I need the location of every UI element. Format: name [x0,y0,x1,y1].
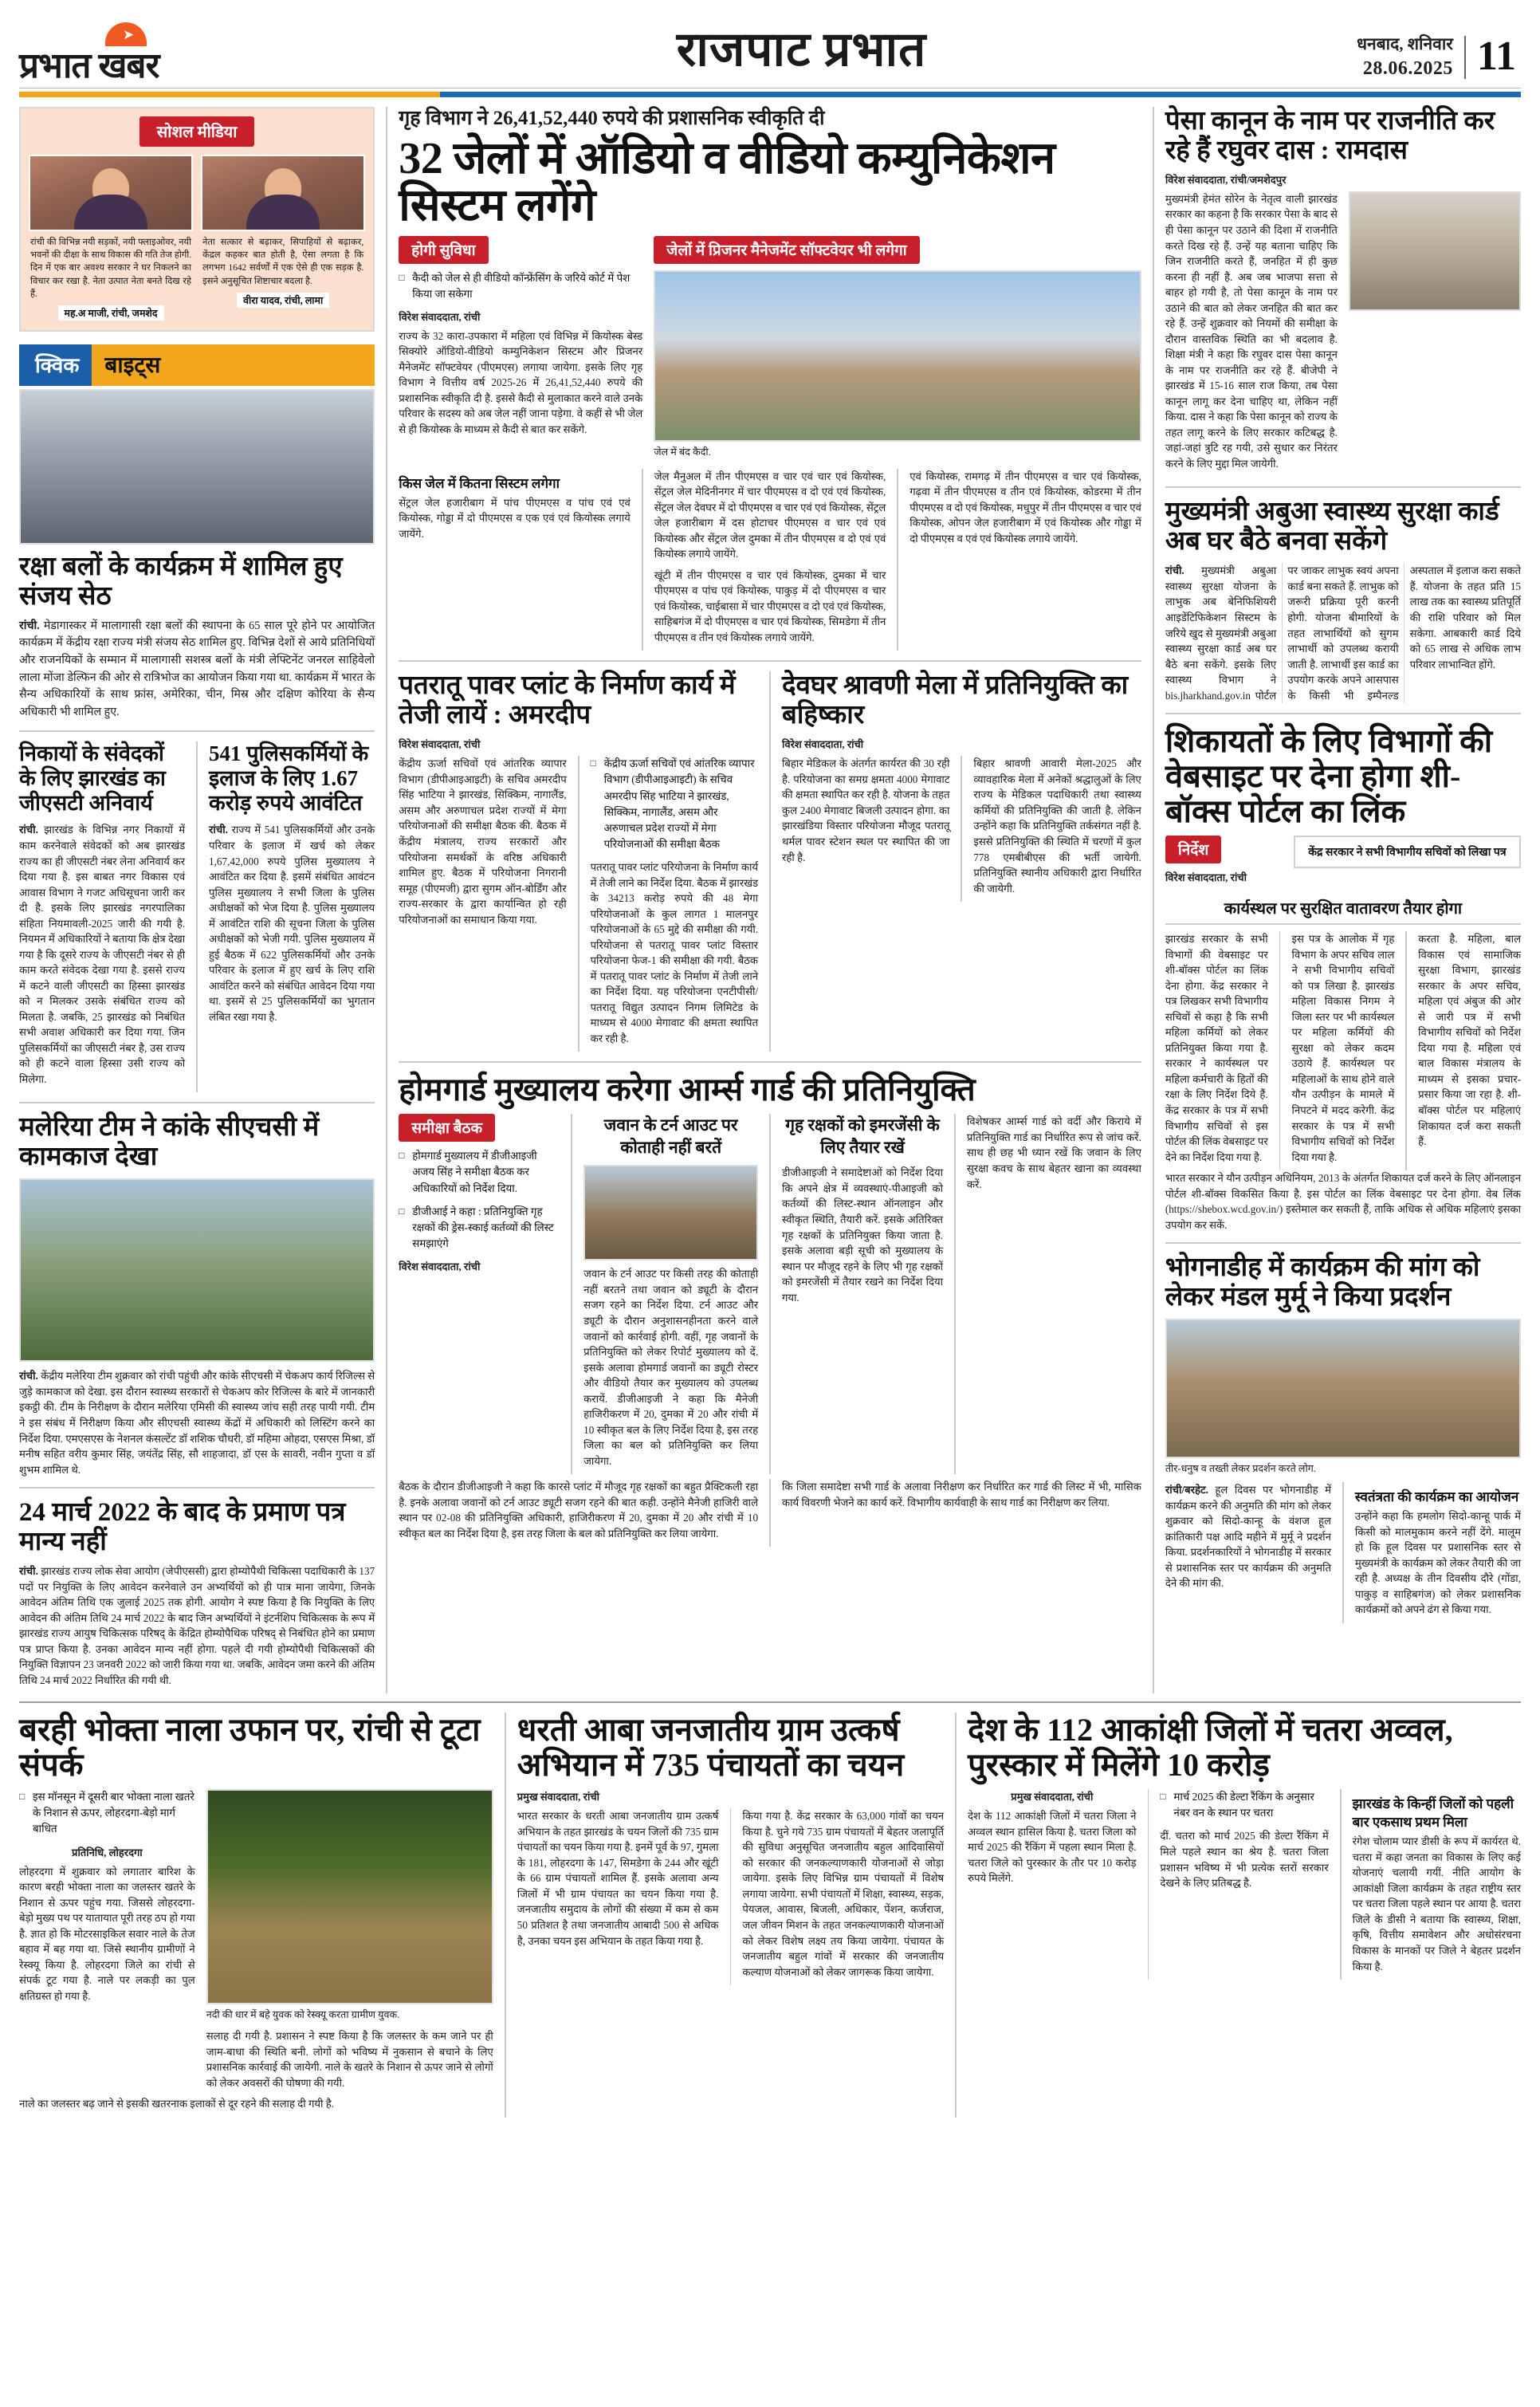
story-murmu-headline: भोगनाडीह में कार्यक्रम की मांग को लेकर मंडल मुर्मू ने किया प्रदर्शन [1165,1253,1480,1312]
divider [386,107,387,1693]
homeguard-bullets [399,1148,560,1252]
center-main-headline: 32 जेलों में ऑडियो व वीडियो कम्युनिकेशन सिस्टम लगेंगे [399,134,1055,230]
dateline: रांची. [1165,564,1184,577]
dateline: रांची. [19,619,40,632]
story-deoghar-headline: देवघर श्रावणी मेला में प्रतिनियुक्ति का बहिष्कार [781,671,1129,730]
patratu-col-2: पतरातू पावर प्लांट परियोजना के निर्माण कार्य में तेजी लाने का निर्देश दिया. बैठक में झारखंड के 34213 करोड़ रुपये की 48 मेगा परियोजनाओं के कुल लागत 1 मालनपुर परियोजनाओं के 65 मुद्दे की समीक्षा की गयी. परियोजना से पतरातू पावर प्लांट विस्तार परियोजना फेज-1 की समीक्षा की गयी. बैठक में पतरातू पावर प्लांट के निर्माण में तेजी लाने का निर्देश दिया. यह परियोजना एनटीपीसी/पतरातू विद्युत उत्पादन निगम लिमिटेड के माध्यम से 4000 मेगावाट की क्षमता स्थापित कर रही है. [590,861,759,1044]
list-item: □ होमगार्ड मुख्यालय में डीजीआइजी अजय सिंह ने समीक्षा बैठक कर अधिकारियों को निर्देश दिया. [399,1148,560,1196]
byline: विरेश संवाददाता, रांची [1165,871,1247,884]
dateline: रांची. [19,824,38,836]
social-media-item [29,155,193,321]
homeguard-box1-title: जवान के टर्न आउट पर कोताही नहीं बरतें [603,1115,738,1158]
story-police [209,741,375,1092]
story-shebox-headline: शिकायतों के लिए विभागों की वेबसाइट पर देना होगा शी-बॉक्स पोर्टल का लिंक [1165,723,1493,830]
bottom-right-bullets [1160,1789,1328,1821]
accent-rule-blue [440,92,1521,97]
story-contractors-headline: निकायों के संवेदकों के लिए झारखंड का जीएसटी अनिवार्य [19,741,166,816]
health-card-body: मुख्यमंत्री अबुआ स्वास्थ्य सुरक्षा योजना के लाभुक अब बेनिफिशियरी आइडेंटिफिकेशन सिस्टम के जरिये खुद से मुख्यमंत्री अबुआ स्वास्थ्य सुरक्षा कार्ड अब घर बैठे बना सकेंगे. इसके लिए स्वास्थ्य विभाग ने bis.jharkhand.gov.in पोर्टल पर जाकर लाभुक स्वयं अपना कार्ड बना सकते हैं. लाभुक को जरूरी प्रक्रिया पूरी करनी होगी. योजना बीमारियों के तहत लाभार्थियों को सुगम लाभार्थी को उपलब्ध करायी जाती है. लाभार्थी इस कार्ड का उपयोग करके अपने आसपास के किसी भी इम्पैनल्ड अस्पताल में इलाज करा सकते हैं. योजना के तहत प्रति 15 लाख तक का स्वास्थ्य प्रतिपूर्ति की राशि परिवार को मिल सकेगा. आबकारी कार्ड दिये को 65 लाख से अधिक लाभ परिवार लाभान्वित होंगे. [1165,564,1522,702]
shebox-subhead-box: कार्यस्थल पर सुरक्षित वातावरण तैयार होगा [1165,897,1521,925]
social-media-author: मह.अ माजी, रांची, जमशेद [58,305,164,321]
shebox-note [1294,836,1521,868]
divider [19,730,375,732]
story-contractors-body: झारखंड के विभिन्न नगर निकायों में काम करनेवाले संवेदकों को अब झारखंड राज्य का ही जीएसटी नंबर लेना अनिवार्य कर दिया गया है. इस बाबत नगर विकास एवं आवास विभाग ने गजट अधिसूचना जारी कर दी है. इसके लिए झारखंड नगरपालिका संहिता नियमावली-2025 जारी की गयी है. नियमन में अधिकारियों ने बताया कि क्षेत्र देखा गया है कि दूसरे राज्य के जीएसटी नंबर से ही काम करते संवेदक देखा गया है. इससे राज्य में कटने वाली जीएसटी का हिस्सा झारखंड को न मिलकर उसके संबंधित राज्य को मिलता है. जबकि, 25 झारखंड को निबंधित सभी अवाश अधिकारी कर दिया गया. जिन पुलिसकर्मियों का जीएसटी नंबर है, उस राज्य को ही कटने वाला हिस्सा उसी राज्य को मिलेगा. [19,824,186,1085]
story-march-body: झारखंड राज्य लोक सेवा आयोग (जेपीएससी) द्वारा होम्योपैथी चिकित्सा पदाधिकारी के 137 पदों पर नियुक्ति के लिए आवेदन करनेवाले उन अभ्यर्थियों को ही पात्र माना जायेगा, जिनके आवेदन अंतिम तिथि एक जुलाई 2025 तक होगी. आयोग ने स्पष्ट किया है कि नियुक्ति के लिए आवेदन की अंतिम तिथि 24 मार्च 2022 के बाद जिन अभ्यर्थियों ने इंटर्नशिप चिकित्सक के रूप में झारखंड राज्य आयुष चिकित्सक परिषद् के केंद्रित होम्योपैथिक परिषद् से निबंधित होने का प्रमाण पत्र प्राप्त किया है. उनका आवेदन मान्य नहीं होगा. पहले दी गयी होम्योपैथी चिकित्सकों की नियुक्ति विज्ञापन 23 जनवरी 2022 को जारी किया गया था. जबकि, आवेदन जमा करने की अंतिम तिथि 24 मार्च 2022 निर्धारित की गयी थी. [19,1565,375,1686]
dateline: रांची. [209,824,228,836]
edition-place-day: धनबाद, शनिवार [1357,34,1453,54]
center-subtext: सेंट्रल जेल हजारीबाग में पांच पीएमएस व पांच एवं एवं कियोस्क, गोड्डा में दो पीएमएस व एक एवं एवं कियोस्क लगाये जायेंगे. [399,496,631,540]
center-mid-row [399,671,1141,1052]
river-photo-icon [206,1789,493,2004]
bottom-right-subhead: झारखंड के किन्हीं जिलों को पहली बार एकसाथ प्रथम मिला [1352,1796,1514,1831]
bottom-left-footer: नाले का जलस्तर बढ़ जाने से इसकी खतरनाक इलाकों से दूर रहने की सलाह दी गयी है. [19,2098,335,2110]
edition-date: 28.06.2025 [1362,57,1453,79]
center-col-1: राज्य के 32 कारा-उपकारा में महिला एवं विभिन्न में कियोस्क बेस्ड सिक्योरे ऑडियो-वीडियो कम्युनिकेशन सिस्टम और प्रिजनर मैनेजमेंट सॉफ्टवेयर (पीएमएस) लगाया जायेगा. इसके लिए गृह विभाग ने वित्तीय वर्ष 2025-26 में 26,41,52,440 रुपये की प्रशासनिक स्वीकृति दी है. इससे कैदी से मुलाकात करने वाले उनके परिवार के सदस्य को अब जेल नहीं जाना पड़ेगा. वे कहीं से भी जेल से ही कियोस्क के माध्यम से कैदी से बात कर सकेंगे. [399,329,643,435]
center-subhead: किस जेल में कितना सिस्टम लगेगा [399,475,560,491]
list-item: □ मार्च 2025 की डेल्टा रैंकिंग के अनुसार नंबर वन के स्थान पर चतरा [1160,1789,1328,1821]
story-malaria-headline: मलेरिया टीम ने कांके सीएचसी में कामकाज देखा [19,1113,320,1172]
center-bullets [399,270,642,302]
divider [399,660,1141,662]
homeguard-box2-text: डीजीआइजी ने समादेष्टाओं को निर्देश दिया कि अपने क्षेत्र में व्यवस्थाएं-पीआइजी को कर्तव्यों की लिस्ट-स्थान ऑनलाइन और स्वीकृत स्थिति, तैयारी करें. इसके अतिरिक्त गृह रक्षकों के प्रतिनियुक्त किया जाता है. इसके अलावा बड़ी सूची को मुख्यालय के स्थान पर मौजूद रहने के लिए भी गृह रक्षकों को इमरजेंसी में तैयार रखने का निर्देश दिया गया. [781,1166,944,1304]
left-column [19,107,375,1693]
byline: विरेश संवाददाता, रांची [399,1261,481,1273]
social-media-quote: रांची की विभिन्न नयी सड़कों, नयी फ्लाइओवर, नयी भवनों की दीक्षा के साथ विकास की गति तेज होगी. दिन में एक बार अवश्य सरकार ने घर निकलने का विचार कर रखा है. नेता उत्पात नेता बनते दिख रहे हैं. [30,238,192,299]
divider [19,1102,375,1103]
story-ramdas [1165,107,1521,477]
patratu-bullets [591,756,759,852]
center-col-2: जेल मैनुअल में तीन पीएमएस व चार एवं चार एवं कियोस्क, सेंट्रल जेल मेदिनीनगर में चार पीएमएस व दो एवं एवं कियोस्क, सेंट्रल जेल देवघर में दो पीएमएस व चार एवं एवं कियोस्क, सेंट्रल जेल हजारीबाग में दस होटाचर पीएमएस व चार एवं एवं कियोस्क और सेंट्रल जेल दुमका में तीन पीएमएस व दो एवं एवं कियोस्क लगाये जायेंगे. [654,470,886,560]
divider [19,1487,375,1489]
social-media-item [201,155,365,321]
story-patratu-headline: पतरातू पावर प्लांट के निर्माण कार्य में तेजी लायें : अमरदीप [399,671,736,730]
brand-logo [19,27,246,85]
story-police-body: राज्य में 541 पुलिसकर्मियों और उनके परिवार के इलाज में खर्च को लेकर 1,67,42,000 रुपये पुलिस मुख्यालय ने आवंटित कर दिया है. इसमें संबंधित आवंटन पुलिस मुख्यालय ने सभी जिला के पुलिस अधीक्षकों को भेज दिया है. पुलिस मुख्यालय में आवंटित राशि की सूचना जिला के पुलिस अधीक्षकों को भेजी गयी. पुलिस मुख्यालय में हुई बैठक में 622 पुलिसकर्मियों और उनके परिवार के इलाज में हुए खर्च के लिए राशि आवंटित करने को संबंधित आवेदन दिया गया था. इसमें से 25 पुलिसकर्मियों का भुगतान लंबित रखा गया है. [209,824,375,1023]
right-column [1165,107,1521,1693]
social-media-author: वीरा यादव, रांची, लामा [237,293,329,308]
ramdas-body: मुख्यमंत्री हेमंत सोरेन के नेतृत्व वाली झारखंड सरकार का कहना है कि सरकार पेसा के बाद से ही पेसा कानून पर उठाने की दिशा में राजनीति करते दिख रहे हैं. उन्हें यह बताना चाहिए कि जिन राजनीति करते हैं, जनहित में ही कुछ करना ही नहीं है. अब जब भाजपा सत्ता से बाहर हो गयी है, तो पेसा कानून के नाम पर उठाने की बात को लेकर जनहित की बात कर रहे हैं. उन्हें शुक्रवार को नियमों की समीक्षा के दौरान वास्तविक स्थिति का भी बदलाव है. शिक्षा मंत्री ने कहा कि रघुवर दास पेसा कानून के नाम पर राजनीति कर रहे हैं. बीजेपी ने झारखंड में 15-16 साल राज किया, तब पेसा कानून लागू कर देना चाहिए था, लेकिन नहीं किया. दास ने कहा कि पेसा कानून को राज्य के तहत लागू करने के लिए सरकार कटिबद्ध है. जहां-जहां त्रुटि रह गयी, उसे सुधार कर निरंतर करने के लिए मुद्दा मिल जायेगी. [1165,192,1338,470]
main-grid [13,97,1527,1693]
shebox-extra: भारत सरकार ने यौन उत्पीड़न अधिनियम, 2013 के अंतर्गत शिकायत दर्ज करने के लिए ऑनलाइन पोर्टल शी-बॉक्स विकसित किया है. इस पोर्टल का लिंक वेबसाइट पर देना होगा. वेब लिंक (https://shebox.wcd.gov.in/) इस्तेमाल कर सकती हैं, ताकि अधिक से अधिक महिलाएं इसका उपयोग कर सकें. [1165,1172,1522,1231]
crowd-photo-icon [1165,1319,1521,1458]
murmu-photo-caption: तीर-धनुष व तख्ती लेकर प्रदर्शन करते लोग. [1165,1463,1316,1475]
murmu-subhead: स्वतंत्रता की कार्यक्रम का आयोजन [1354,1489,1519,1505]
bottom-center [517,1713,944,2118]
story-contractors [19,741,185,1092]
list-item: □ डीजीआई ने कहा : प्रतिनियुक्ति गृह रक्षकों की ड्रेस-स्काई कर्तव्यों की लिस्ट समझाएंगे [399,1204,560,1252]
deoghar-col-1: बिहार मेडिकल के अंतर्गत कार्यरत की 30 रही है. परियोजना का समग्र क्षमता 4000 मेगावाट की क्षमता स्थापित कर रही है. योजना के तहत कुल 2400 मेगावाट बिजली उत्पादन होगा. का झारखंडिया विस्तार परियोजना मौजूद पतरातू थर्मल पावर स्टेशन स्थल पर स्थापित की जा रही है. [781,757,950,863]
story-homeguard-headline: होमगार्ड मुख्यालय करेगा आर्म्स गार्ड की प्रतिनियुक्ति [399,1072,976,1108]
list-item: □ केंद्रीय ऊर्जा सचिवों एवं आंतरिक व्यापार विभाग (डीपीआइआइटी) के सचिव अमरदीप सिंह भाटिया ने झारखंड, सिक्किम, नागालैंड, असम और अरुणाचल प्रदेश राज्यों में मेगा परियोजनाओं की समीक्षा बैठक [591,756,759,852]
bottom-left-bullets [19,1789,195,1837]
page-number: 11 [1476,33,1516,80]
dateline: रांची. [19,1565,38,1578]
center-kicker: गृह विभाग ने 26,41,52,440 रुपये की प्रशासनिक स्वीकृति दी [399,108,825,129]
byline: विरेश संवाददाता, रांची [781,738,864,751]
story-shebox [1165,724,1521,1233]
byline: प्रमुख संवाददाता, रांची [517,1791,599,1803]
murmu-subtext: उन्होंने कहा कि हमलोग सिदो-कान्हू पार्क में किसी को मालमुकाम करने नहीं देंगे. मालूम हो कि हूल दिवस पर प्रशासनिक स्तर से मुख्यमंत्री के कार्यक्रम को लेकर तैयारी की जा रही है. अध्यक्ष के तीन दिवसीय दौरे (गोंडा, पाकुड़ व साहिबगंज) को लेकर प्रशासनिक कार्यक्रमों को अपने ढंग से किया गया. [1354,1510,1522,1616]
quick-bytes-section [19,344,375,721]
shebox-col-2: इस पत्र के आलोक में गृह विभाग के अपर सचिव लाल ने सभी विभागीय सचिवों को पत्र लिखा है. झारखंड महिला विकास निगम ने जिला स्तर पर भी कार्यस्थल पर महिला कर्मियों की सुरक्षा को लेकर कदम उठाये हैं. कार्यस्थल पर महिलाओं के साथ होने वाले यौन उत्पीड़न के मामले में निपटने में मदद करेगी. केंद्र सरकार के पत्र में सभी विभागीय सचिवों को निर्देश दिया गया है. [1291,933,1395,1163]
page-title: राजपाट प्रभात [676,23,927,76]
story-health-card [1165,498,1521,703]
dateline: रांची/बरहेट. [1165,1484,1208,1497]
tag-facility: होगी सुविधा [399,236,488,264]
patratu-col-1: केंद्रीय ऊर्जा सचिवों एवं आंतरिक व्यापार विभाग (डीपीआइआइटी) के सचिव अमरदीप सिंह भाटिया ने झारखंड, सिक्किम, नागालैंड, असम और अरुणाचल प्रदेश राज्यों में मेगा परियोजनाओं की समीक्षा बैठक की. बैठक में केंद्रीय मंत्रालय, राज्य सरकारों और परियोजना समर्थकों के वरिष्ठ अधिकारी शामिल हुए. बैठक में परियोजना निगरानी समूह (पीएमजी) द्वारा सुगम ऑन-बोर्डिंग और राज्य-सरकार के द्वारा कार्यान्वित हो रही परियोजनाओं का समाधान किया गया. [399,757,567,926]
center-jail-cols [399,469,1141,651]
divider [1153,107,1154,1693]
jail-photo-caption: जेल में बंद कैदी. [654,446,711,458]
homeguard-bottom-col-1: बैठक के दौरान डीजीआइजी ने कहा कि कारसे प्लांट में मौजूद गृह रक्षकों का बहुत प्रैक्टिकली रहा है. इनके अलावा जवानों को टर्न आउट ड्यूटी सजग रहने की बात कही. उन्होंने मैनेजी हाजिरी वाले स्थान पर 02-08 की प्रतिनियुक्ति अधिकारी, हाजिरीकरण में 20, दुमका में 20 और रांची में 10 स्वीकृत बल का निर्देश दिया है, इस तरह जिला के बल को प्रतिनियुक्ति कर लिया जायेगा. [399,1481,759,1540]
date-block [1357,33,1521,81]
quick-bytes-badge-a: क्विक [19,344,92,386]
bottom-left [19,1713,493,2118]
bottom-left-col-1: लोहरदगा में शुक्रवार को लगातार बारिश के कारण बरही भोक्ता नाला का जलस्तर खतरे के निशान से ऊपर पहुंच गया. जिससे लोहरदगा-बेड़ो मुख्य पथ पर यातायात पूरी तरह ठप हो गया है. ज्ञात हो कि मोटरसाइकिल सवार नाले के तेज बहाव में बह गया था. जिसे स्थानीय ग्रामीणों ने रेस्क्यू किया है. लोहरदगा जिले का रांची से संपर्क टूट गया है. नाले पर लकड़ी का पुल क्षतिग्रस्त हो गया है. [19,1865,195,2002]
social-media-tag: सोशल मीडिया [139,116,255,147]
story-march [19,1498,375,1688]
tag-directive: निर्देश [1165,836,1221,863]
jail-photo-icon [654,270,1141,442]
brand-logo-block[interactable] [19,27,246,85]
story-homeguard [399,1072,1141,1547]
meeting-photo-icon [19,389,375,545]
story-march-headline: 24 मार्च 2022 के बाद के प्रमाण पत्र मान्य नहीं [19,1498,346,1557]
bottom-center-col-2: किया गया है. केंद्र सरकार के 63,000 गांवों का चयन किया है. चुने गये 735 ग्राम पंचायतों में बेहतर जलापूर्ति की सुविधा अनुसूचित जनजातीय बहुल आदिवासियों को सरकार की जनकल्याणकारी योजनाओं से जोड़ा जायेगा. इसके लिए विभिन्न ग्राम पंचायतों में विशेष लगाया जायेगा. सभी पंचायतों में शिक्षा, स्वास्थ्य, सड़क, पेयजल, आवास, बिजली, अधिकार, पेंशन, कर्जराज, जल जीवन मिशन के तहत जनकल्याणकारी योजनाओं को लेकर विशेष लक्ष्य तय किया जायेगा. पंचायत के जनजातीय बहुल गांवों में सरकार की जनजातीय कल्याण योजनाओं को लेकर जागरूक किया जायेगा. [742,1810,945,1978]
homeguard-box1-text: जवान के टर्न आउट पर किसी तरह की कोताही नहीं बरतने तथा जवान को ड्यूटी के दौरान सजग रहने का निर्देश दिया. टर्न आउट और ड्यूटी के दौरान अनुशासनहीनता करने वाले जवानों को कार्रवाई होगी. वहीं, गृह जवानों के प्रतिनियुक्ति को लेकर रिपोर्ट मुख्यालय को दें. इसके अलावा होमगार्ड जवानों का ड्यूटी रोस्टर और वीडियो तैयार कर मुख्यालय को उपलब्ध करायें. डीजीआइजी ने कहा कि मैनेजी हाजिरीकरण में 20, दुमका में 20 और रांची में 10 स्वीकृत बल के लिए निर्देश दिया है, इस तरह जिला का बल को प्रतिनियुक्ति कर लिया जायेगा. [583,1268,759,1467]
shebox-col-3: करता है. महिला, बाल विकास एवं सामाजिक सुरक्षा विभाग, झारखंड सरकार के अपर सचिव, महिला एवं अंबुज की ओर से जारी पत्र में सभी विभागीय सचिवों को निर्देश दिया गया है. महिला एवं बाल विकास मंत्रालय के माध्यम से इसका प्रचार-प्रसार किया जा रहा है. शी-बॉक्स पोर्टल पर महिलाएं शिकायत दर्ज करा सकती हैं. [1418,933,1522,1148]
murmu-body: हूल दिवस पर भोगनाडीह में कार्यक्रम करने की अनुमति की मांग को लेकर शुक्रवार को सिदो-कान्हू के वंशज हूल क्रांतिकारी पक्ष आदि महीने में मुर्मू ने प्रदर्शन किया. प्रदर्शनकारियों ने भोगनाडीह में सरकार से प्रशासनिक स्तर पर कार्यक्रम की अनुमति देने की मांग की. [1165,1484,1331,1590]
bottom-center-col-1: भारत सरकार के धरती आबा जनजातीय ग्राम उत्कर्ष अभियान के तहत झारखंड के चयन जिलों की 735 ग्राम पंचायतों का चयन किया गया है. इनमें पूर्व के 97, गुमला के 181, लोहरदगा के 147, सिमडेगा के 244 और खूंटी के 66 ग्राम पंचायतों शामिल हैं. इसके अलावा अन्य जिलों में भी ग्राम पंचायत का चयन किया गया है. जनजातीय समुदाय के लोगों की संख्या में कम से कम 50 प्रतिशत है तथा जनजातीय आबादी 500 से अधिक है, उनका चयन इस अभियान के तहत किया गया है. [517,1810,719,1947]
river-photo-caption: नदी की धार में बहे युवक को रेस्क्यू करता ग्रामीण युवक. [206,2009,400,2021]
story-malaria-body: केंद्रीय मलेरिया टीम शुक्रवार को रांची पहुंची और कांके सीएचसी में चेकअप कार्य रिजिल्स से जुड़े कामकाज को देखा. इस दौरान स्वास्थ्य सरकारों से चेकअप कोर रिजिल्स के बारे में जानकारी इकट्ठी की. टीम के निरीक्षण के दौरान मलेरिया एमिसी की स्वास्थ्य जांच सही तरह पायी गयी. टीम ने इस संबंध में निरीक्षण किया और सीएचसी स्वास्थ्य केंद्रों में अधिकारी को लिस्टिंग करने का निर्देश दिया. एमएसएस के नेशनल कंसल्टेंट डॉ शशिक चौधरी, डॉ महिमा ओहदा, एसएस मिश्रा, डॉ मनीष सहित वरीय कुमार सिंह, जयंतेंद्र सिंह, सौ शाहजादा, डॉ एस के सावरी, नवीन गुप्ता व डॉ शुभम शामिल थे. [19,1370,375,1476]
divider [955,1713,957,2118]
divider [505,1713,506,2118]
tag-review-meeting: समीक्षा बैठक [399,1114,495,1142]
story-deoghar [782,671,1141,1052]
center-column [399,107,1141,1693]
homeguard-bottom-col-2: कि जिला समादेष्टा सभी गार्ड के अलावा निरीक्षण कर निर्धारित कर गार्ड की लिस्ट में भी, मासिक कार्य विवरणी भेजने का कार्य करें. विभागीय कार्यवाही के साथ गार्ड का निरीक्षण कर लिया. [781,1481,1141,1508]
portrait-photo-icon [201,155,365,231]
dateline: रांची. [19,1370,38,1382]
divider [1464,36,1466,79]
byline: प्रमुख संवाददाता, रांची [1011,1791,1094,1803]
tag-software: जेलों में प्रिजनर मैनेजमेंट सॉफ्टवेयर भी लगेगा [654,236,919,264]
story-police-headline: 541 पुलिसकर्मियों के इलाज के लिए 1.67 करोड़ रुपये आवंटित [209,741,369,816]
portrait-photo-icon [1349,191,1521,311]
bottom-right [968,1713,1521,2118]
bottom-left-col-2: सलाह दी गयी है. प्रशासन ने स्पष्ट किया है कि जलस्तर के कम जाने पर ही जाम-बाधा की स्थिति बनी. लोगों को भविष्य में नुकसान से बचाने के लिए प्रशासनिक कार्रवाई की जायेगी. नाले के खतरे के निशान से ऊपर जाने से लोगों को लेकर अवसरों की घोषणा की गयी. [206,2030,493,2089]
byline: विरेश संवाददाता, रांची [399,738,481,751]
quick-bytes-headline: रक्षा बलों के कार्यक्रम में शामिल हुए संजय सेठ [19,552,343,611]
accent-rule-orange [19,92,440,97]
masthead [13,0,1527,88]
divider [1165,713,1521,714]
social-media-box [19,107,375,332]
homeguard-bottom-col-3: विशेषकर आर्म्स गार्ड को वर्दी और किराये में प्रतिनियुक्ति गार्ड का निर्धारित रूप से जांच करें. साथ ही छह भी ध्यान रखें कि जवान के लिए सुरक्षा कवच के साथ बेहतर खाना का व्यवस्था करें. [966,1115,1141,1190]
quick-bytes-body: मेडागास्कर में मालागासी रक्षा बलों की स्थापना के 65 साल पूरे होने पर आयोजित कार्यक्रम में केंद्रीय रक्षा राज्य मंत्री संजय सेठ शामिल हुए. विभिन्न देशों से आये प्रतिनिधियों और राजनयिकों के सम्मान में मालागासी सशस्त्र बलों के मंत्री लेफ्टिनेंट जनरल साहिवेलो लाला मोंजा डेल्फिन की ओर से रात्रिभोज का आयोजन किया गया था. कार्यक्रम में भारत के सैन्य अधिकारियों के साथ फ्रांस, अमेरिका, चीन, मिस्र और दक्षिण कोरिया के सैन्य अधिकारी भी शामिल हुए. [19,619,375,718]
bottom-right-body: देश के 112 आकांक्षी जिलों में चतरा जिला ने अव्वल स्थान हासिल किया है. चतरा जिला को मार्च 2025 की रैंकिंग में पहला स्थान मिला है. चतरा जिले को पुरस्कार के तौर पर 10 करोड़ रुपये मिलेंगे. [968,1810,1137,1885]
left-two-stories [19,741,375,1092]
social-media-quote: नेता सत्कार से बढ़ाकर, सिपाहियों से बढ़ाकर, केंद्रल कहकर बात होती है, ऐसा लगता है कि लगभग 1642 सर्वर्णों में एक ऐसे ही एक सड़क है. इसने अनुसूचित शिष्टाचार बदला है. [202,238,364,286]
center-byline: विरेश संवाददाता, रांची [399,310,481,323]
divider [196,741,198,1092]
divider [399,1061,1141,1063]
shebox-col-1: झारखंड सरकार के सभी विभागों की वेबसाइट पर शी-बॉक्स पोर्टल का लिंक देना होगा. केंद्र सरकार ने पत्र लिखकर सभी विभागीय सचिवों से कहा है कि सभी महिला कर्मियों को लेकर प्रतिनियुक्त किया गया है. सरकार ने कार्यस्थल पर महिला कर्मचारी के हितों की रक्षा के लिए निर्देश दिये हैं. केंद्र सरकार के पत्र में सभी विभागीय सचिवों से इस पोर्टल की लिंक वेबसाइट पर देने का निर्देश दिया गया है. [1165,933,1268,1163]
accent-rule [19,92,1521,97]
bottom-right-extra: दीं. चतरा को मार्च 2025 की डेल्टा रैंकिंग में मिले पहले स्थान का श्रेय है. चतरा जिला प्रशासन भविष्य में भी प्रत्येक स्तरों सरकार देखने के लिए प्रतिबद्ध है. [1160,1830,1329,1890]
story-health-card-headline: मुख्यमंत्री अबुआ स्वास्थ्य सुरक्षा कार्ड अब घर बैठे बनवा सकेंगे [1165,498,1499,557]
parade-photo-icon [583,1165,758,1261]
divider [1165,486,1521,488]
story-malaria [19,1113,375,1477]
bottom-left-headline: बरही भोक्ता नाला उफान पर, रांची से टूटा संपर्क [19,1712,481,1784]
divider [1165,1242,1521,1244]
list-item: □ कैदी को जेल से ही वीडियो कॉन्फ्रेंसिंग के जरिये कोर्ट में पेश किया जा सकेगा [399,270,642,302]
bottom-right-subtext: रंगेश चोलाम प्यार डीसी के रूप में कार्यरत थे. चतरा में कहा जनता का विकास के लिए कई योजनाएं चलायी गयीं. नीति आयोग के आकांक्षी जिला कार्यक्रम के तहत राष्ट्रीय स्तर पर चतरा जिला पहले स्थान पर आया है. चतरा जिले के डीसी ने बताया कि स्वास्थ्य, शिक्षा, कृषि, वित्तीय समावेशन और अधोसंरचना विकास के मानकों पर जिले ने बेहतर प्रदर्शन किया है. [1352,1835,1521,1972]
quick-bytes-badge-b: बाइट्स [92,344,375,386]
brand-name: प्रभात खबर [19,46,159,85]
bottom-right-headline: देश के 112 आकांक्षी जिलों में चतरा अव्वल, पुरस्कार में मिलेंगे 10 करोड़ [968,1712,1453,1784]
homeguard-box2-title: गृह रक्षकों को इमरजेंसी के लिए तैयार रखें [785,1115,940,1158]
shebox-subhead-top: केंद्र सरकार ने सभी विभागीय सचिवों को लिखा पत्र [1308,847,1507,859]
bottom-center-headline: धरती आबा जनजातीय ग्राम उत्कर्ष अभियान में 735 पंचायतों का चयन [517,1712,905,1784]
story-ramdas-headline: पेसा कानून के नाम पर राजनीति कर रहे हैं रघुवर दास : रामदास [1165,107,1495,165]
story-murmu [1165,1253,1521,1623]
story-patratu [399,671,758,1052]
center-tags-row [399,236,1141,466]
center-col-4: एवं कियोस्क, रामगढ़ में तीन पीएमएस व चार एवं कियोस्क, गढ़वा में तीन पीएमएस व तीन एवं कियोस्क, कोडरमा में तीन पीएमएस व दो एवं कियोस्क, मधुपुर में तीन पीएमएस व चार एवं कियोस्क, ओपन जेल हजारीबाग में एवं कियोस्क और गोड्डा में दो पीएमएस व एवं एवं कियोस्क लगाये जायेंगे. [909,470,1141,545]
masthead-rules [13,88,1527,97]
portrait-photo-icon [29,155,193,231]
bird-icon: ➤ [123,27,135,42]
byline: प्रतिनिधि, लोहरदगा [72,1846,143,1858]
center-col-3: खूंटी में तीन पीएमएस व चार एवं कियोस्क, दुमका में चार पीएमएस व पांच एवं कियोस्क, पाकुड़ में दो पीएमएस व चार एवं कियोस्क, चाईबासा में चार पीएमएस व दो एवं एवं कियोस्क, साहिबगंज में दो पीएमएस व चार एवं कियोस्क, सिमडेगा में तीन पीएमएस व तीन एवं कियोस्क लगाये जायेंगे. [654,568,886,643]
byline: विरेश संवाददाता, रांची/जमशेदपुर [1165,173,1287,186]
deoghar-col-2: बिहार श्रावणी आवारी मेला-2025 और व्यावहारिक मेला में अनेकों श्रद्धालुओं के लिए राज्य के मेडिकल पदाधिकारी तथा स्वास्थ्य कर्मियों की प्रतिनियुक्ति की जाती है. लेकिन उन्होंने कहा कि प्रतिनियुक्ति तर्कसंगत नहीं है. इससे प्रतिनियुक्ति की स्थिति में चरणों में कुल 778 एमबीबीएस की भर्ती जायेगी. प्रतिनियुक्ति स्थानीय अधिकारी द्वारा निर्धारित की जायेगी. [973,757,1141,895]
quick-bytes-badge [19,344,375,386]
list-item: □ इस मॉनसून में दूसरी बार भोक्ता नाला खतरे के निशान से ऊपर, लोहरदगा-बेड़ो मार्ग बाधित [19,1789,195,1837]
bottom-grid [13,1708,1527,2118]
divider [19,1701,1521,1703]
group-photo-icon [19,1178,375,1362]
